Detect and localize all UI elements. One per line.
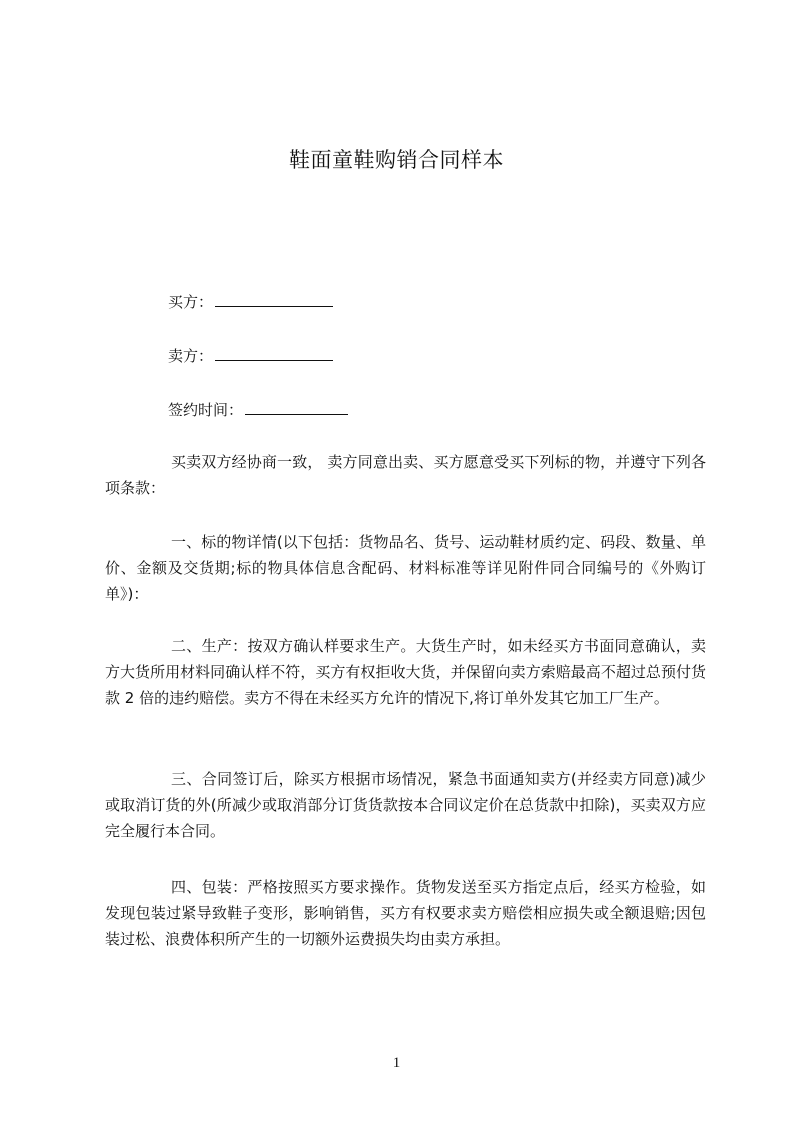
buyer-field xyxy=(168,291,333,312)
date-label: 签约时间： xyxy=(168,401,244,419)
date-field xyxy=(168,399,348,420)
date-blank-line xyxy=(245,399,348,415)
seller-label: 卖方： xyxy=(168,347,214,365)
seller-field xyxy=(168,345,333,366)
buyer-blank-line xyxy=(215,291,333,307)
seller-blank-line xyxy=(215,345,333,361)
clause-2-paragraph: 二、生产：按双方确认样要求生产。大货生产时，如未经买方书面同意确认，卖方大货所用材料同确认样不符，买方有权拒收大货，并保留向卖方索赔最高不超过总预付货款 2 倍的违约赔偿。卖方不得在未经买方允许的情况下,将订单外发其它加工厂生产。 xyxy=(105,637,706,707)
clause-3-paragraph: 三、合同签订后，除买方根据市场情况，紧急书面通知卖方(并经卖方同意)减少或取消订货的外(所减少或取消部分订货货款按本合同议定价在总货款中扣除)，买卖双方应完全履行本合同。 xyxy=(105,770,706,840)
clause-4-paragraph: 四、包装：严格按照买方要求操作。货物发送至买方指定点后，经买方检验，如发现包装过紧导致鞋子变形，影响销售，买方有权要求卖方赔偿相应损失或全额退赔;因包装过松、浪费体积所产生的一切额外运费损失均由卖方承担。 xyxy=(105,878,706,948)
document-title: 鞋面童鞋购销合同样本 xyxy=(289,148,504,172)
page-number: 1 xyxy=(392,1055,401,1071)
intro-paragraph: 买卖双方经协商一致， 卖方同意出卖、买方愿意受买下列标的物，并遵守下列各项条款： xyxy=(105,453,706,497)
clause-1-paragraph: 一、标的物详情(以下包括：货物品名、货号、运动鞋材质约定、码段、数量、单价、金额及交货期;标的物具体信息含配码、材料标准等详见附件同合同编号的《外购订单》)： xyxy=(105,533,706,603)
buyer-label: 买方： xyxy=(168,293,214,311)
